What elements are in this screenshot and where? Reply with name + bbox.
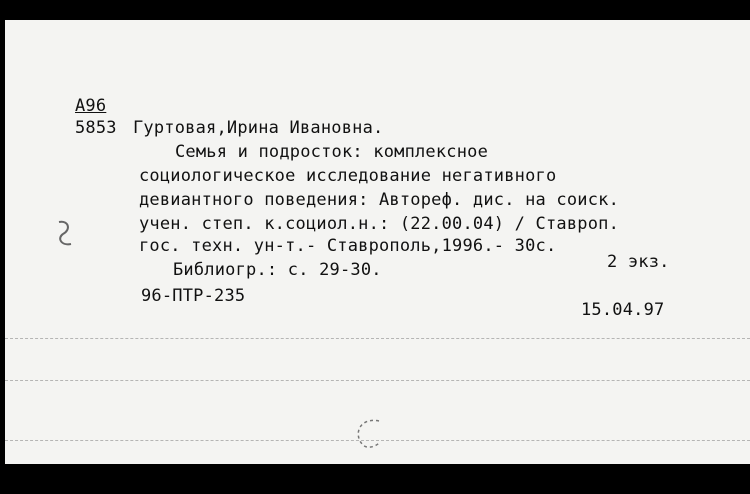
card-rule [5,380,750,381]
scan-bottom-border [0,464,750,494]
card-rule [5,338,750,339]
bibliography-note: Библиогр.: с. 29-30. [173,260,382,280]
entry-date: 15.04.97 [581,300,665,320]
catalog-number: 5853 [75,118,117,138]
pencil-mark-icon [53,218,77,257]
scan-top-border [0,0,750,20]
author-name: Гуртовая,Ирина Ивановна. [133,118,384,138]
shelf-mark: А96 [75,96,107,116]
registration-number: 96-ПТР-235 [141,286,246,306]
copies-count: 2 экз. [607,252,670,272]
title-line: Семья и подросток: комплексное [175,142,489,162]
title-line: учен. степ. к.социол.н.: (22.00.04) / Ставроп. [139,214,620,234]
title-line: социологическое исследование негативного [139,166,557,186]
faded-stamp-icon [349,415,389,451]
title-line: гос. техн. ун-т.- Ставрополь,1996.- 30с. [139,236,557,256]
catalog-card [5,20,750,470]
title-line: девиантного поведения: Автореф. дис. на соиск. [139,190,620,210]
